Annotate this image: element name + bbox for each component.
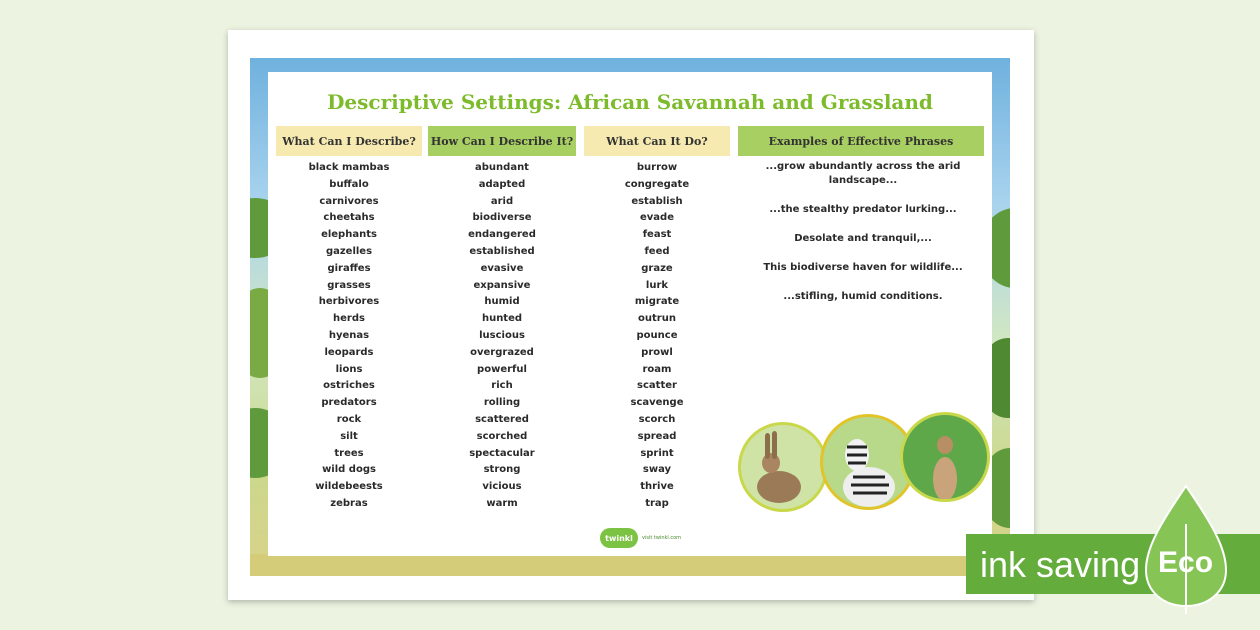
list-item: adapted — [478, 178, 526, 190]
list-item: wildebeests — [315, 481, 383, 493]
phrase-item: ...the stealthy predator lurking... — [769, 204, 957, 215]
list-item: evasive — [480, 262, 524, 274]
list-item: establish — [631, 195, 683, 207]
list-item: rich — [491, 380, 513, 392]
list-item: carnivores — [319, 195, 379, 207]
list-item: leopards — [324, 346, 374, 358]
list-item: warm — [486, 497, 518, 509]
header-what-can-i-describe: What Can I Describe? — [276, 126, 422, 156]
list-item: zebras — [330, 497, 368, 509]
list-item: feed — [644, 245, 670, 257]
list-item: evade — [640, 212, 674, 224]
list-item: burrow — [636, 162, 678, 173]
phrase-item: ...stifling, humid conditions. — [783, 291, 943, 302]
phrase-item: ...grow abundantly across the arid landscape... — [765, 161, 961, 186]
list-item: scorched — [476, 430, 528, 442]
list-item: pounce — [636, 329, 678, 341]
list-item: ostriches — [323, 380, 375, 392]
list-item: graze — [641, 262, 673, 274]
list-item: outrun — [638, 313, 676, 325]
worksheet-preview — [228, 30, 1034, 600]
list-item: grasses — [327, 279, 371, 291]
list-item: rock — [336, 413, 362, 425]
list-item: scattered — [475, 413, 529, 425]
list-item: lurk — [645, 279, 669, 291]
list-item: elephants — [321, 229, 377, 241]
list-item: abundant — [475, 162, 529, 173]
list-item: hyenas — [328, 329, 370, 341]
list-item: thrive — [640, 481, 674, 493]
list-item: spread — [637, 430, 677, 442]
ground — [250, 554, 1010, 576]
list-item: spectacular — [469, 447, 535, 459]
list-item: lions — [335, 363, 363, 375]
verbs-list — [584, 160, 730, 513]
header-what-can-it-do: What Can It Do? — [584, 126, 730, 156]
list-item: humid — [484, 296, 520, 308]
phrase-item: Desolate and tranquil,... — [794, 233, 932, 244]
list-item: rolling — [483, 397, 521, 409]
phrase-item: This biodiverse haven for wildlife... — [763, 262, 963, 273]
header-effective-phrases: Examples of Effective Phrases — [738, 126, 984, 156]
list-item: prowl — [641, 346, 673, 358]
list-item: sprint — [640, 447, 674, 459]
list-item: buffalo — [329, 178, 369, 190]
list-item: trap — [645, 497, 669, 509]
ink-saving-label: ink saving — [980, 544, 1141, 585]
list-item: arid — [490, 195, 514, 207]
list-item: established — [469, 245, 535, 257]
list-item: scavenge — [630, 397, 684, 409]
list-item: sway — [642, 464, 672, 476]
list-item: feast — [642, 229, 672, 241]
list-item: herbivores — [318, 296, 380, 308]
list-item: congregate — [624, 178, 690, 190]
eco-label: Eco — [1158, 546, 1214, 579]
logo-tagline: visit twinkl.com — [642, 535, 682, 541]
list-item: biodiverse — [472, 212, 532, 224]
header-how-can-i-describe: How Can I Describe It? — [428, 126, 576, 156]
nouns-list — [276, 160, 422, 513]
savannah-background — [250, 58, 1010, 576]
list-item: endangered — [468, 229, 536, 241]
list-item: luscious — [479, 329, 525, 341]
list-item: scorch — [638, 413, 676, 425]
list-item: strong — [483, 464, 521, 476]
hare-illustration — [738, 422, 828, 512]
list-item: powerful — [477, 363, 527, 375]
list-item: giraffes — [327, 262, 371, 274]
phrases-list — [758, 160, 968, 319]
list-item: migrate — [634, 296, 680, 308]
list-item: overgrazed — [470, 346, 534, 358]
list-item: trees — [334, 447, 364, 459]
meerkat-illustration — [900, 412, 990, 502]
list-item: vicious — [482, 481, 522, 493]
list-item: wild dogs — [322, 464, 376, 476]
twinkl-logo — [600, 528, 681, 548]
adjectives-list — [428, 160, 576, 513]
list-item: expansive — [473, 279, 531, 291]
list-item: hunted — [481, 313, 523, 325]
page-title: Descriptive Settings: African Savannah and Grassland — [327, 90, 933, 114]
list-item: scatter — [637, 380, 677, 392]
list-item: predators — [321, 397, 377, 409]
list-item: gazelles — [325, 245, 373, 257]
logo-brand: twinkl — [600, 528, 638, 548]
list-item: cheetahs — [323, 212, 375, 224]
list-item: roam — [642, 363, 672, 375]
list-item: black mambas — [308, 162, 390, 173]
list-item: herds — [333, 313, 365, 325]
list-item: silt — [340, 430, 358, 442]
content-panel — [268, 72, 992, 556]
